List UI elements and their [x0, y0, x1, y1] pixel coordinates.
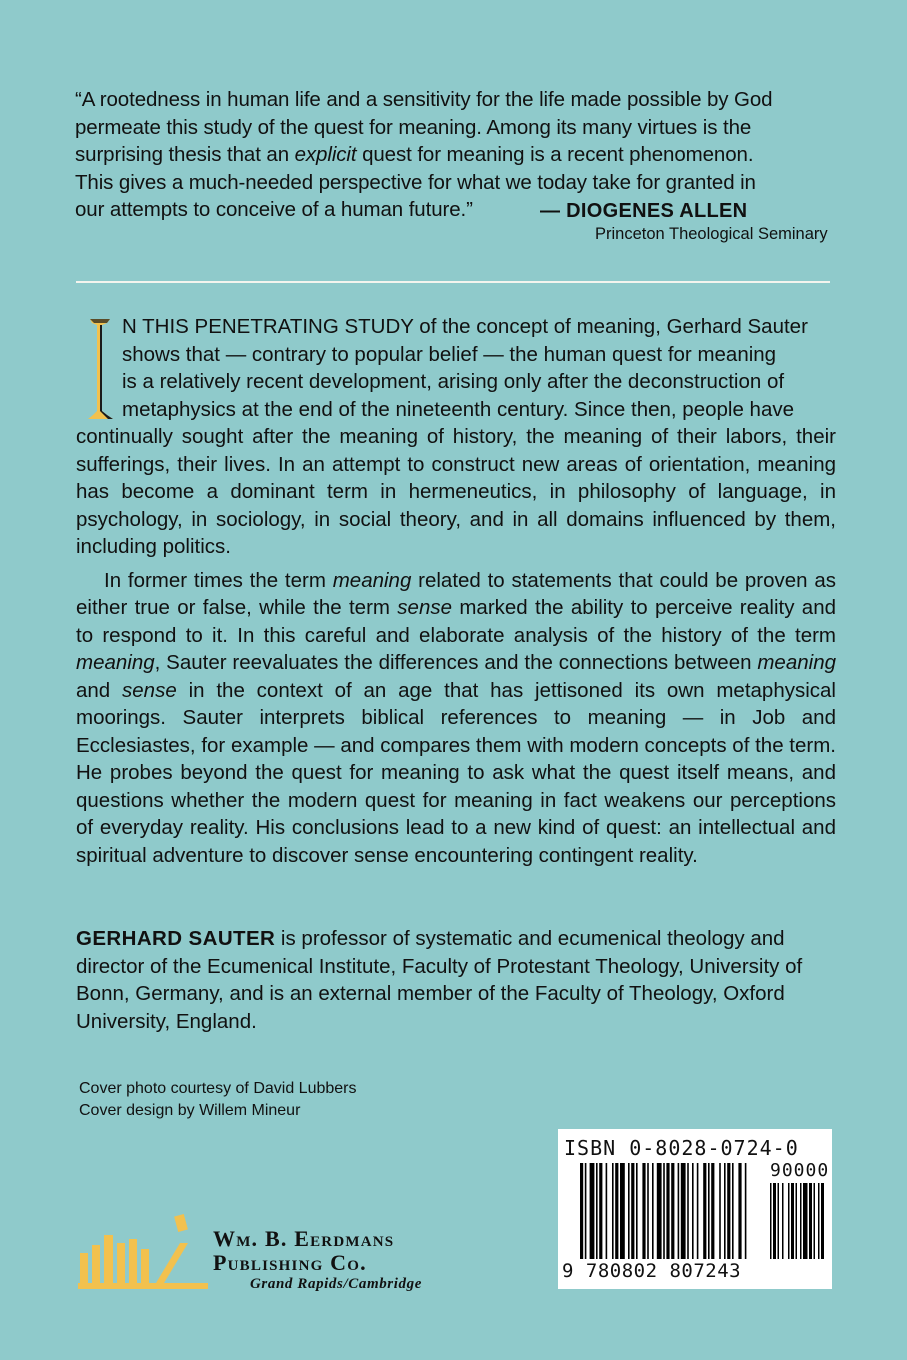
- barcode-bar: [590, 1163, 595, 1259]
- barcode-bar: [599, 1163, 602, 1259]
- barcode-bar: [628, 1163, 630, 1259]
- quote-line: surprising thesis that an explicit quest for meaning is a recent phenomenon.: [75, 143, 754, 166]
- isbn-label: ISBN 0-8028-0724-0: [564, 1136, 799, 1160]
- cover-credits: [79, 1078, 356, 1122]
- addon-bar: [800, 1183, 802, 1259]
- barcode-panel: [558, 1129, 832, 1289]
- design-credit: Cover design by Willem Mineur: [79, 1102, 301, 1119]
- barcode-bar: [711, 1163, 714, 1259]
- barcode-bar: [636, 1163, 638, 1259]
- dropcap-line: shows that — contrary to popular belief — the human quest for meaning: [122, 342, 777, 366]
- quote-line: permeate this study of the quest for meaning. Among its many virtues is the: [75, 115, 752, 139]
- description-paragraph-1: [76, 313, 836, 561]
- barcode-bar: [692, 1163, 694, 1259]
- barcode-bar: [580, 1163, 583, 1259]
- attribution-org: Princeton Theological Seminary: [595, 225, 828, 243]
- author-bio: [76, 925, 836, 1035]
- bio-text: is professor of systematic and ecumenical theology and director of the Ecumenical Institute, Faculty of Protestant Theology, University of Bonn, Germany, and is an external member of the Faculty of Theology, Oxford University, England.: [76, 927, 803, 1033]
- barcode-bar: [647, 1163, 649, 1259]
- addon-bar: [803, 1183, 808, 1259]
- quote-line: “A rootedness in human life and a sensitivity for the life made possible by God: [75, 88, 773, 111]
- barcode-bar: [671, 1163, 674, 1259]
- addon-bar: [809, 1183, 812, 1259]
- addon-bar: [788, 1183, 790, 1259]
- addon-bar: [773, 1183, 776, 1259]
- dropcap-line: N THIS PENETRATING STUDY of the concept of meaning, Gerhard Sauter: [122, 315, 808, 338]
- quote-line: This gives a much-needed perspective for what we today take for granted in: [75, 170, 756, 194]
- addon-bar: [818, 1183, 820, 1259]
- barcode-bar: [666, 1163, 669, 1259]
- dropcap-letter: [80, 315, 120, 423]
- barcode-bar: [738, 1163, 741, 1259]
- book-description: [76, 313, 836, 869]
- barcode-bar: [687, 1163, 689, 1259]
- barcode-bar: [727, 1163, 730, 1259]
- divider-rule: [76, 281, 830, 283]
- publisher-name-line1: Wm. B. Eerdmans: [213, 1226, 395, 1251]
- publisher-mark: [78, 1213, 458, 1303]
- addon-bar: [778, 1183, 780, 1259]
- publisher-name-line2: Publishing Co.: [213, 1250, 367, 1275]
- dropcap-line: metaphysics at the end of the nineteenth century. Since then, people have: [122, 397, 795, 421]
- barcode-bar: [585, 1163, 587, 1259]
- addon-bar: [782, 1183, 784, 1259]
- quote-line: our attempts to conceive of a human future.”: [75, 198, 473, 221]
- author-name: GERHARD SAUTER: [76, 927, 276, 950]
- quote-attribution: [540, 200, 840, 244]
- attribution-name: — DIOGENES ALLEN: [540, 200, 748, 222]
- barcode-bar: [681, 1163, 686, 1259]
- barcode-bar: [620, 1163, 625, 1259]
- barcode-bar: [719, 1163, 721, 1259]
- barcode-bar: [703, 1163, 706, 1259]
- barcode-bar: [663, 1163, 665, 1259]
- books-logo-icon: [78, 1213, 218, 1293]
- barcode-bar: [596, 1163, 598, 1259]
- addon-bar: [796, 1183, 798, 1259]
- barcode-bar: [615, 1163, 618, 1259]
- quote-emphasis: explicit: [294, 143, 357, 166]
- description-paragraph-2: In former times the term meaning related to statements that could be proven as either true or false, while the term sense marked the ability to perceive reality and to respond to it. In this careful and elaborate analysis of the history of the term meaning, Sauter reevaluates the differences and the connections between meaning and sense in the context of an age that has jettisoned its own metaphysical moorings. Sauter interprets biblical references to meaning — in Job and Ecclesiastes, for example — and compares them with modern concepts of the term. He probes beyond the quest for meaning to ask what the quest itself means, and questions whether the modern quest for meaning in fact weakens our perceptions of everyday reality. His conclusions lead to a new kind of quest: an intellectual and spiritual adventure to discover sense encountering contingent reality.: [76, 568, 836, 867]
- barcode-bar: [708, 1163, 710, 1259]
- barcode-bar: [697, 1163, 699, 1259]
- addon-bar: [791, 1183, 794, 1259]
- barcode-bar: [657, 1163, 662, 1259]
- barcode-bar: [745, 1163, 747, 1259]
- addon-bar: [814, 1183, 816, 1259]
- barcode-bar: [606, 1163, 608, 1259]
- addon-bar: [770, 1183, 772, 1259]
- paragraph-continuation: continually sought after the meaning of history, the meaning of their labors, their sufferings, their lives. In an attempt to construct new areas of orientation, meaning has become a dominant term in hermeneutics, in philosophy of language, in psychology, in sociology, in social theory, and in all domains influenced by them, including politics.: [76, 425, 836, 558]
- barcode-bar: [724, 1163, 726, 1259]
- price-addon: 90000: [770, 1160, 830, 1181]
- barcode-bar: [612, 1163, 614, 1259]
- barcode-bar: [631, 1163, 634, 1259]
- barcode-bar: [642, 1163, 645, 1259]
- barcode-bar: [732, 1163, 734, 1259]
- barcode-bar: [678, 1163, 680, 1259]
- publisher-location: Grand Rapids/Cambridge: [250, 1276, 422, 1292]
- barcode-bar: [652, 1163, 654, 1259]
- dropcap-line: is a relatively recent development, arising only after the deconstruction of: [122, 370, 785, 393]
- photo-credit: Cover photo courtesy of David Lubbers: [79, 1080, 357, 1097]
- addon-bar: [821, 1183, 824, 1259]
- ean-number: 9 780802 807243: [562, 1260, 742, 1282]
